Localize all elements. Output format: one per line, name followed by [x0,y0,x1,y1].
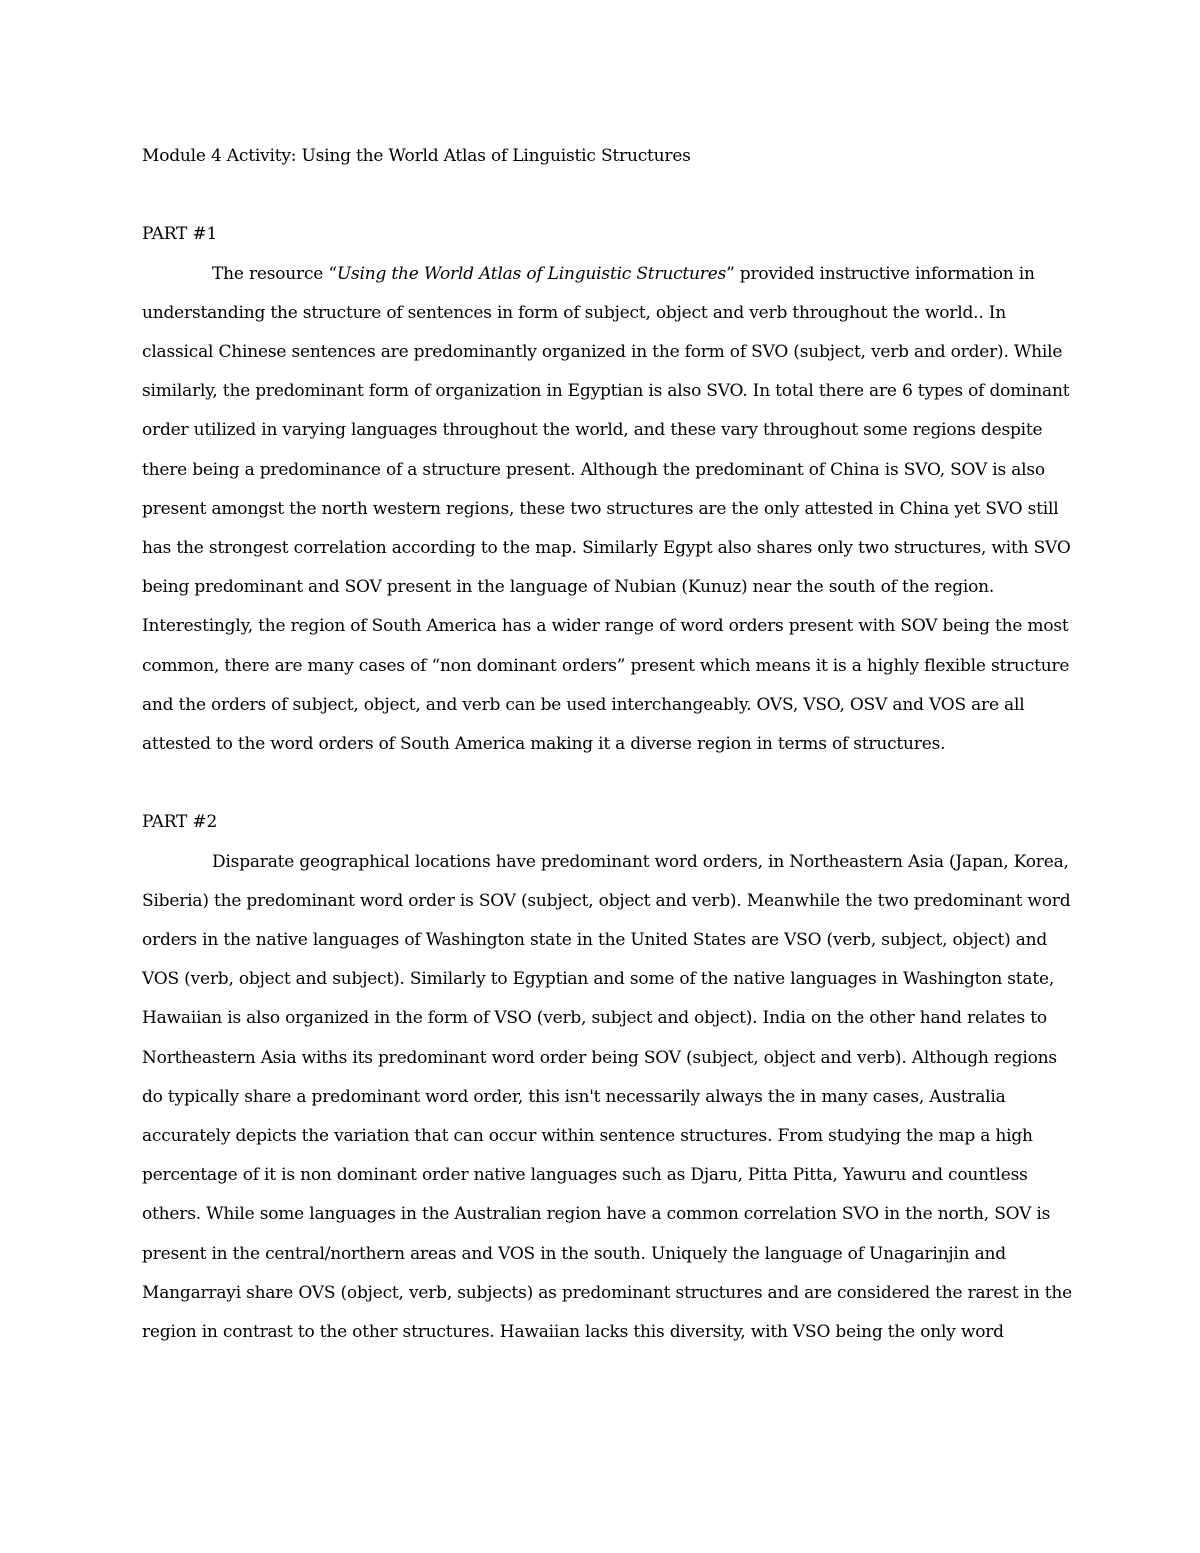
document-body [142,137,1072,1352]
part1-text-start: The resource “ [212,263,337,284]
part1-paragraph [142,255,1072,765]
part1-text-rest: ” provided instructive information in understanding the structure of sentences in form of subject, object and verb throughout the world.. In classical Chinese sentences are predominantly organized in the form of SVO (subject, verb and order). While similarly, the predominant form of organization in Egyptian is also SVO. In total there are 6 types of dominant order utilized in varying languages throughout the world, and these vary throughout some regions despite there being a predominance of a structure present. Although the predominant of China is SVO, SOV is also present amongst the north western regions, these two structures are the only attested in China yet SVO still has the strongest correlation according to the map. Similarly Egypt also shares only two structures, with SVO being predominant and SOV present in the language of Nubian (Kunuz) near the south of the region. Interestingly, the region of South America has a wider range of word orders present with SOV being the most common, there are many cases of “non dominant orders” present which means it is a highly flexible structure and the orders of subject, object, and verb can be used interchangeably. OVS, VSO, OSV and VOS are all attested to the word orders of South America making it a diverse region in terms of structures. [142,263,1071,755]
part2-paragraph: Disparate geographical locations have predominant word orders, in Northeastern Asia (Japan, Korea, Siberia) the predominant word order is SOV (subject, object and verb). Meanwhile the two predominant word orders in the native languages of Washington state in the United States are VSO (verb, subject, object) and VOS (verb, object and subject). Similarly to Egyptian and some of the native languages in Washington state, Hawaiian is also organized in the form of VSO (verb, subject and object). India on the other hand relates to Northeastern Asia withs its predominant word order being SOV (subject, object and verb). Although regions do typically share a predominant word order, this isn't necessarily always the in many cases, Australia accurately depicts the variation that can occur within sentence structures. From studying the map a high percentage of it is non dominant order native languages such as Djaru, Pitta Pitta, Yawuru and countless others. While some languages in the Australian region have a common correlation SVO in the north, SOV is present in the central/northern areas and VOS in the south. Uniquely the language of Unagarinjin and Mangarrayi share OVS (object, verb, subjects) as predominant structures and are considered the rarest in the region in contrast to the other structures. Hawaiian lacks this diversity, with VSO being the only word [142,851,1073,1343]
resource-title-italic: Using the World Atlas of Linguistic Structures [336,263,727,284]
part2-heading: PART #2 [142,812,218,833]
spacer [142,764,1072,803]
document-title: Module 4 Activity: Using the World Atlas of Linguistic Structures [142,146,691,166]
spacer [142,176,1072,215]
part1-heading: PART #1 [142,224,218,245]
